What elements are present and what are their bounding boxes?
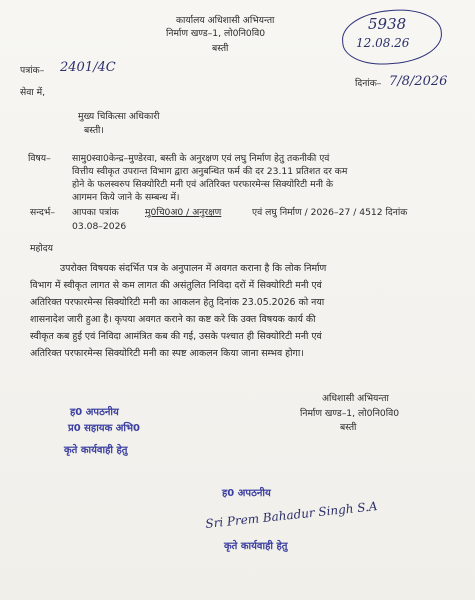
left-stamp-line-2: प्र0 सहायक अभि0 [68,423,140,434]
reference-label: सन्दर्भ– [30,207,55,218]
body-line-3: अतिरिक्त परफारमेन्स सिक्योरिटी मनी का आकलन हेतु दिनांक 23.05.2026 को नया [30,297,325,308]
body-line-1: उपरोक्त विषयक संदर्भित पत्र के अनुपालन में अवगत कराना है कि लोक निर्माण [60,263,327,274]
subject-line-1: सामु0स्वा0केन्द्र–मुण्डेरवा, बस्ती के अनुरक्षण एवं लघु निर्माण हेतु तकनीकी एवं [72,153,330,164]
office-line-2: निर्माण खण्ड–1, लो0नि0वि0 [166,28,266,39]
reference-part-b: मु0चि0अ0 / अनुरक्षण [145,207,222,218]
reference-part-c: एवं लघु निर्माण / 2026–27 / 4512 दिनांक [252,207,408,218]
receipt-date: 12.08.26 [356,36,410,50]
reference-part-a: आपका पत्रांक [72,207,119,218]
body-line-6: अतिरिक्त परफारमेन्स सिक्योरिटी मनी का स्पष्ट आकलन किया जाना सम्भव होगा। [30,348,304,359]
body-line-4: शासनादेश जारी हुआ है। कृपया अवगत कराने का कष्ट करे कि उक्त विषयक कार्य की [30,314,316,325]
office-line-3: बस्ती [212,43,229,54]
bottom-stamp-line-2: कृते कार्यवाही हेतु [224,541,288,552]
office-line-1: कार्यालय अधिशासी अभियन्ता [176,15,275,26]
recipient-city: बस्ती। [84,125,104,136]
patrank-value: 2401/4C [60,60,116,75]
subject-line-4: आगमन किये जाने के सम्बन्ध में। [72,192,180,203]
bottom-stamp-line-1: ह0 अपठनीय [222,488,271,499]
subject-label: विषय– [28,153,51,164]
left-stamp-line-1: ह0 अपठनीय [70,407,119,418]
signature-office: निर्माण खण्ड–1, लो0नि0वि0 [300,408,400,419]
subject-line-2: वित्तीय स्वीकृत उपरान्त विभाग द्वारा अनुबन्धित फर्म की दर 23.11 प्रतिशत दर कम [72,166,348,177]
recipient: मुख्य चिकित्सा अधिकारी [78,111,160,122]
body-line-5: स्वीकृत कब हुई एवं निविदा आमंत्रित कब की गई, उसके पश्चात ही सिक्योरिटी मनी एवं [30,331,322,342]
handwritten-signature: Sri Prem Bahadur Singh S.A [204,499,379,531]
seva-mein: सेवा में, [20,87,46,98]
signature-city: बस्ती [340,422,357,433]
reference-line-2: 03.08–2026 [72,221,127,232]
left-stamp-line-3: कृते कार्यवाही हेतु [64,445,128,456]
signature-designation: अधिशासी अभियन्ता [322,393,389,404]
salutation: महोदय [30,243,53,254]
receipt-number: 5938 [368,15,407,33]
subject-line-3: होने के फलस्वरुप सिक्योरिटी मनी एवं अतिरिक्त परफारमेन्स सिक्योरिटी मनी के [72,179,334,190]
body-line-2: विभाग में स्वीकृत लागत से कम लागत की असंतुलित निविदा दरों में सिक्योरिटी मनी एवं [30,280,322,291]
patrank-label: पत्रांक– [20,65,45,76]
date-value: 7/8/2026 [389,74,448,89]
date-label: दिनांक– [355,78,382,89]
